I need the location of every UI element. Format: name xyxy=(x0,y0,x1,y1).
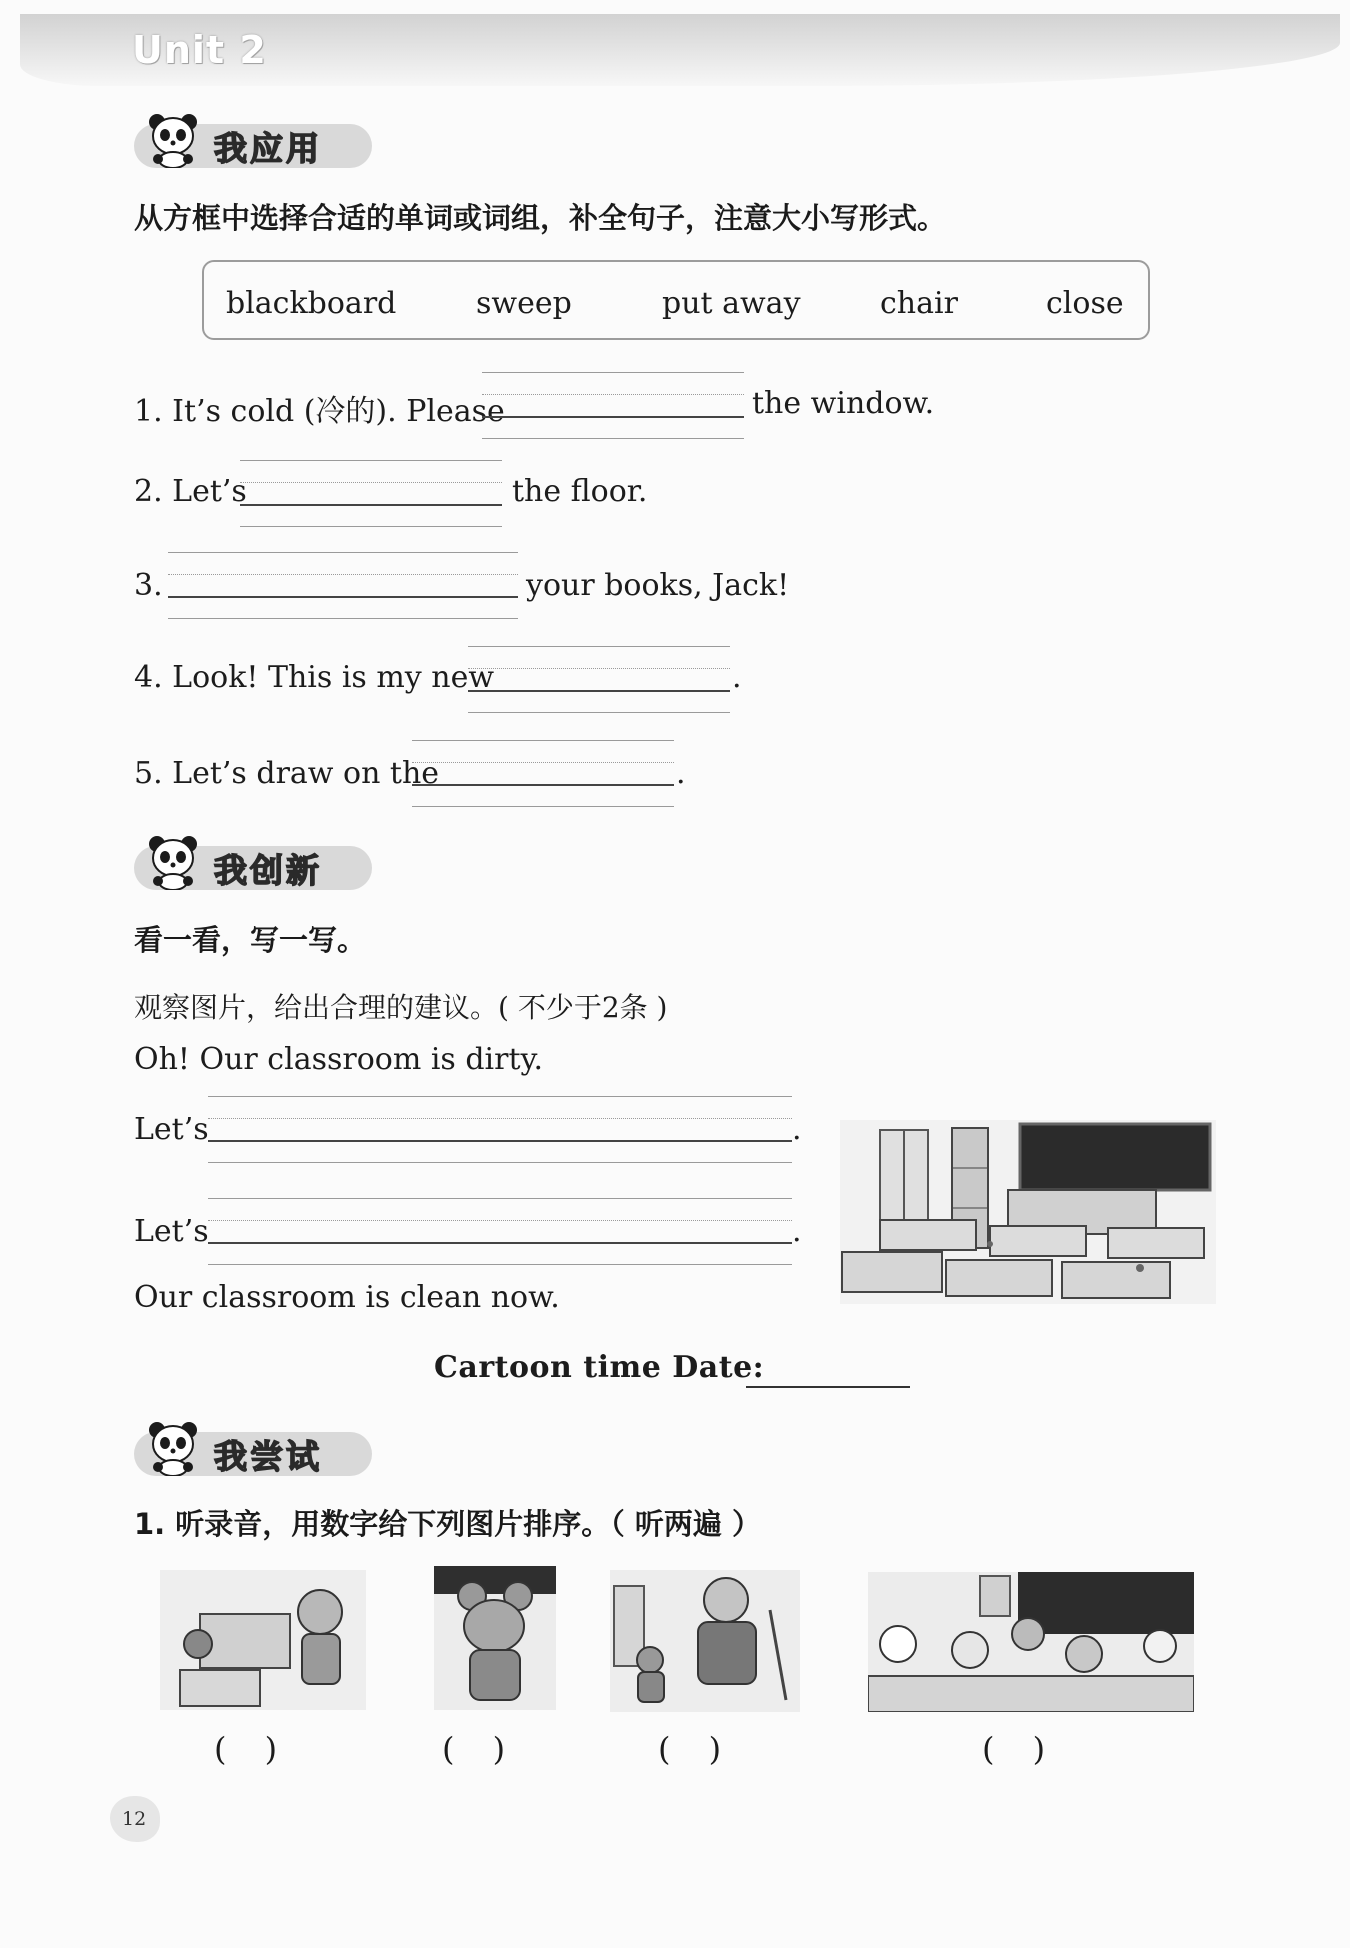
instruction-apply: 从方框中选择合适的单词或词组，补全句子，注意大小写形式。 xyxy=(134,201,947,235)
section-title-create: 我创新 xyxy=(214,851,322,890)
cartoon-picture-2 xyxy=(434,1566,556,1710)
panda-icon xyxy=(146,1420,200,1476)
date-blank[interactable] xyxy=(746,1386,910,1388)
create-answer-line-1[interactable] xyxy=(208,1096,792,1162)
cartoon-picture-4 xyxy=(868,1572,1194,1712)
q3-text-after: your books, Jack! xyxy=(526,568,790,603)
order-bracket-1[interactable]: ( ) xyxy=(214,1730,278,1768)
create-line2-period: . xyxy=(792,1214,802,1249)
create-answer-line-2[interactable] xyxy=(208,1198,792,1264)
instruction-create: 看一看，写一写。 xyxy=(134,923,367,957)
q2-text-before: 2. Let’s xyxy=(134,474,247,509)
dirty-classroom-picture xyxy=(840,1120,1216,1304)
page-number: 12 xyxy=(122,1808,147,1830)
word-put-away: put away xyxy=(662,286,801,321)
q4-text-before: 4. Look! This is my new xyxy=(134,660,495,695)
q3-text-before: 3. xyxy=(134,568,163,603)
q2-text-after: the floor. xyxy=(512,474,648,509)
order-bracket-4[interactable]: ( ) xyxy=(982,1730,1046,1768)
q2-answer-blank[interactable] xyxy=(240,460,502,526)
cartoon-picture-1 xyxy=(160,1570,366,1710)
create-line1-period: . xyxy=(792,1112,802,1147)
cartoon-time-title: Cartoon time Date: xyxy=(434,1350,765,1385)
create-line1-prefix: Let’s xyxy=(134,1112,209,1147)
q3-answer-blank[interactable] xyxy=(168,552,518,618)
create-line2-prefix: Let’s xyxy=(134,1214,209,1249)
word-close: close xyxy=(1046,286,1124,321)
q5-answer-blank[interactable] xyxy=(412,740,674,806)
cartoon-picture-3 xyxy=(610,1570,800,1712)
create-outro: Our classroom is clean now. xyxy=(134,1280,560,1315)
order-bracket-3[interactable]: ( ) xyxy=(658,1730,722,1768)
q1-text-after: the window. xyxy=(752,386,935,421)
page-number-badge xyxy=(110,1796,160,1842)
section-badge-create xyxy=(134,834,374,892)
section-badge-apply xyxy=(134,112,374,170)
q1-answer-blank[interactable] xyxy=(482,372,744,438)
q4-answer-blank[interactable] xyxy=(468,646,730,712)
section-title-try: 我尝试 xyxy=(214,1437,322,1476)
q4-text-after: . xyxy=(732,660,742,695)
create-intro: Oh! Our classroom is dirty. xyxy=(134,1042,544,1077)
word-box xyxy=(202,260,1150,340)
section-badge-try xyxy=(134,1420,374,1478)
panda-icon xyxy=(146,112,200,168)
word-chair: chair xyxy=(880,286,958,321)
q1-text-before: 1. It’s cold (冷的). Please xyxy=(134,394,505,429)
order-bracket-2[interactable]: ( ) xyxy=(442,1730,506,1768)
q5-text-before: 5. Let’s draw on the xyxy=(134,756,440,791)
instruction-try: 1. 听录音，用数字给下列图片排序。（ 听两遍 ） xyxy=(134,1507,761,1541)
create-prompt: 观察图片，给出合理的建议。( 不少于2条 ) xyxy=(134,991,668,1024)
section-title-apply: 我应用 xyxy=(214,129,322,168)
panda-icon xyxy=(146,834,200,890)
unit-label: Unit 2 xyxy=(132,28,267,72)
word-sweep: sweep xyxy=(476,286,572,321)
q5-text-after: . xyxy=(676,756,686,791)
word-blackboard: blackboard xyxy=(226,286,397,321)
